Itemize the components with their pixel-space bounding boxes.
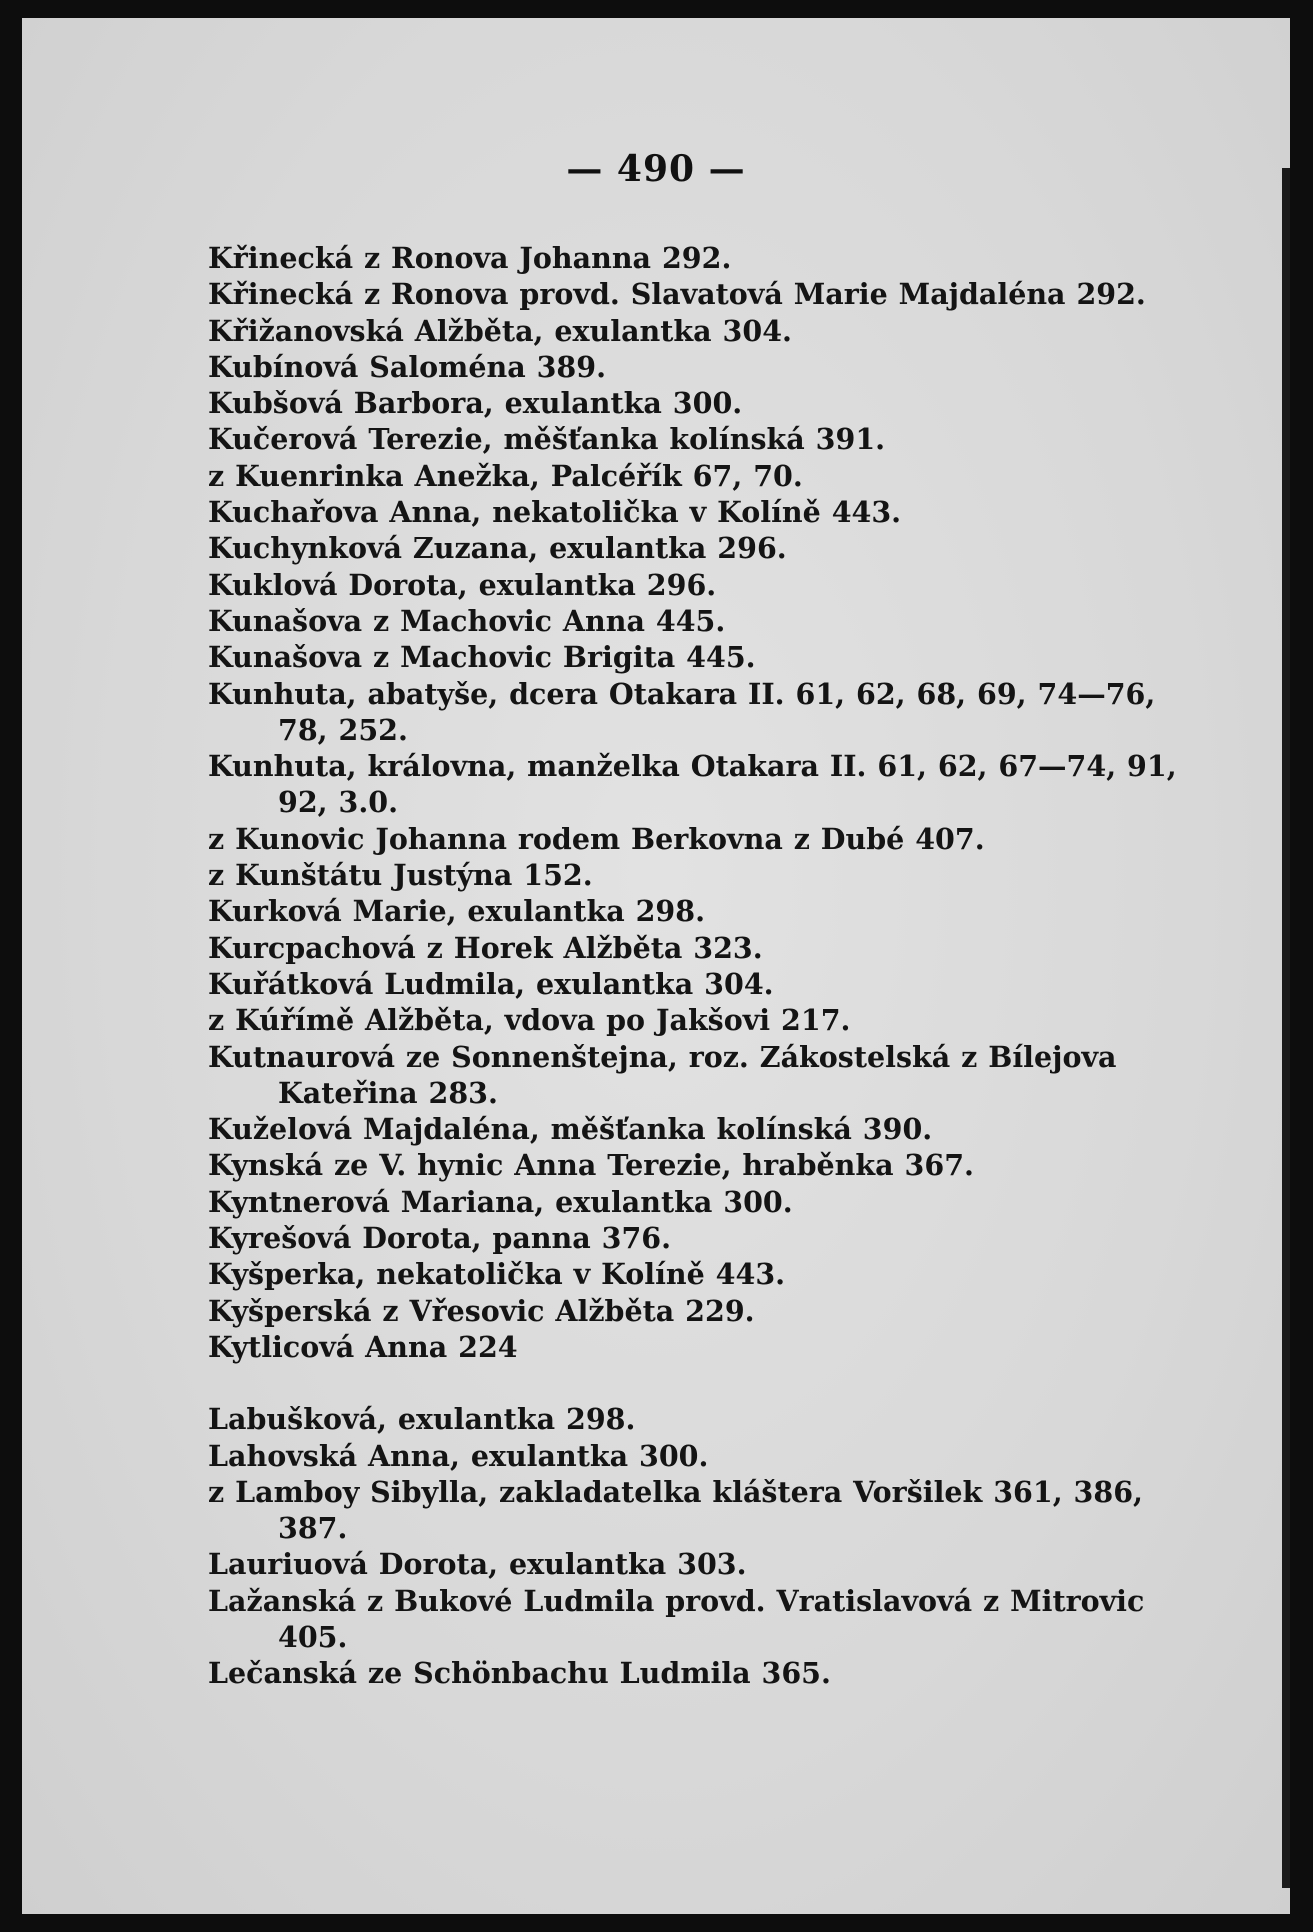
- index-entry: Kunašova z Machovic Anna 445.: [208, 603, 726, 638]
- book-page: [22, 18, 1290, 1914]
- index-entry: z Kunovic Johanna rodem Berkovna z Dubé 407.: [208, 821, 985, 856]
- index-entry: Křinecká z Ronova provd. Slavatová Marie Majdaléna 292.: [208, 277, 1146, 312]
- index-entry: Křinecká z Ronova Johanna 292.: [208, 241, 732, 275]
- index-entry: Křižanovská Alžběta, exulantka 304.: [208, 313, 792, 348]
- index-entry: Kutnaurová ze Sonnenštejna, roz. Zákostelská z Bílejova Kateřina 283.: [208, 1039, 1117, 1110]
- index-entry: Kyšperka, nekatolička v Kolíně 443.: [208, 1257, 786, 1292]
- index-entry: Kubínová Saloména 389.: [208, 349, 606, 384]
- index-entry: Labušková, exulantka 298.: [208, 1402, 636, 1437]
- index-entry: Lečanská ze Schönbachu Ludmila 365.: [208, 1656, 831, 1691]
- index-entry: Kuželová Majdaléna, měšťanka kolínská 390.: [208, 1112, 933, 1147]
- index-entry: Kunhuta, královna, manželka Otakara II. 61, 62, 67—74, 91, 92, 3.0.: [208, 749, 1177, 820]
- index-entry: z Kunštátu Justýna 152.: [208, 858, 593, 893]
- index-entry: Kuřátková Ludmila, exulantka 304.: [208, 966, 774, 1001]
- index-entries: [208, 240, 1208, 1692]
- index-entry: Lažanská z Bukové Ludmila provd. Vratislavová z Mitrovic 405.: [208, 1583, 1145, 1654]
- index-entry: Kuklová Dorota, exulantka 296.: [208, 567, 717, 602]
- index-entry: Kurková Marie, exulantka 298.: [208, 894, 705, 929]
- index-entry: Kynská ze V. hynic Anna Terezie, hraběnka 367.: [208, 1148, 974, 1183]
- index-entry: Lauriuová Dorota, exulantka 303.: [208, 1547, 747, 1582]
- index-entry: Lahovská Anna, exulantka 300.: [208, 1438, 709, 1473]
- index-entry: Kuchařova Anna, nekatolička v Kolíně 443.: [208, 495, 902, 530]
- index-entry: Kyntnerová Mariana, exulantka 300.: [208, 1184, 793, 1219]
- index-entry: Kunašova z Machovic Brigita 445.: [208, 640, 756, 675]
- index-entry: Kunhuta, abatyše, dcera Otakara II. 61, 62, 68, 69, 74—76, 78, 252.: [208, 676, 1156, 747]
- index-entry: Kyšperská z Vřesovic Alžběta 229.: [208, 1293, 755, 1328]
- index-entry: Kuchynková Zuzana, exulantka 296.: [208, 531, 787, 566]
- index-entry: z Lamboy Sibylla, zakladatelka kláštera Voršilek 361, 386, 387.: [208, 1474, 1143, 1546]
- index-entry: Kučerová Terezie, měšťanka kolínská 391.: [208, 422, 886, 457]
- index-entry: z Kuenrinka Anežka, Palcéřík 67, 70.: [208, 458, 803, 493]
- index-entry: Kytlicová Anna 224: [208, 1329, 518, 1364]
- index-entry: Kubšová Barbora, exulantka 300.: [208, 386, 743, 421]
- index-entry: z Kúřímě Alžběta, vdova po Jakšovi 217.: [208, 1003, 851, 1038]
- index-entry: Kyrešová Dorota, panna 376.: [208, 1221, 672, 1256]
- page-edge-shadow: [1282, 168, 1290, 1888]
- index-entry: Kurcpachová z Horek Alžběta 323.: [208, 930, 763, 965]
- page-number: — 490 —: [566, 148, 746, 190]
